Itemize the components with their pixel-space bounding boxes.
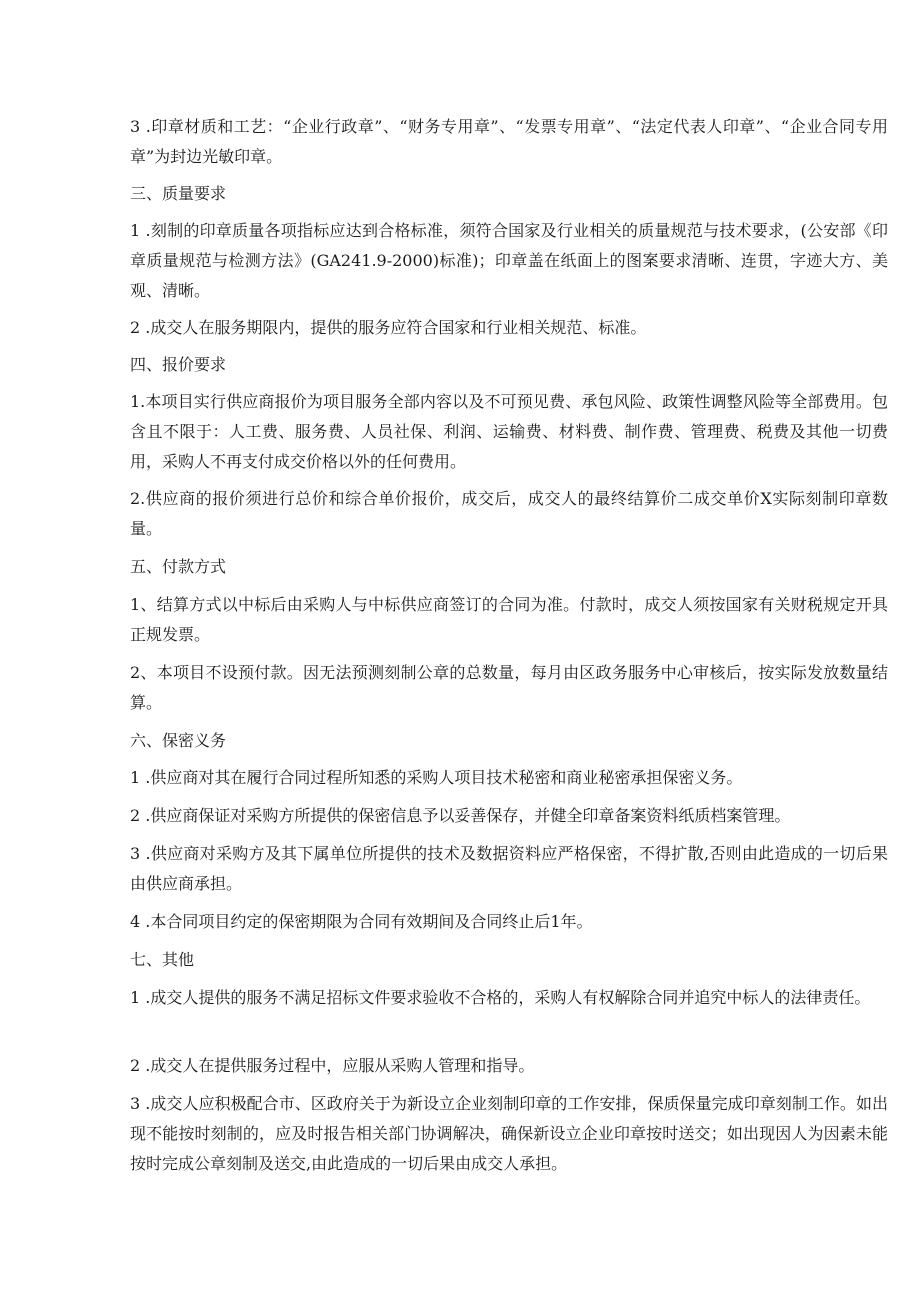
paragraph-other-1: 1 .成交人提供的服务不满足招标文件要求验收不合格的，采购人有权解除合同并追究中标人的法律责任。 (130, 988, 871, 1007)
heading-other: 七、其他 (130, 950, 195, 969)
paragraph-quotation-method: 2.供应商的报价须进行总价和综合单价报价，成交后，成交人的最终结算价二成交单价X实际刻制印章数量。 (130, 489, 888, 538)
paragraph-quotation-scope: 1.本项目实行供应商报价为项目服务全部内容以及不可预见费、承包风险、政策性调整风险等全部费用。包含且不限于：人工费、服务费、人员社保、利润、运输费、材料费、制作费、管理费、税费及其他一切费用，采购人不再支付成交价格以外的任何费用。 (130, 392, 888, 471)
paragraph-no-prepayment: 2、本项目不设预付款。因无法预测刻制公章的总数量，每月由区政务服务中心审核后，按实际发放数量结算。 (130, 663, 888, 712)
heading-quality-requirements: 三、质量要求 (130, 184, 227, 203)
paragraph-quality-standard: 1 .刻制的印章质量各项指标应达到合格标准，须符合国家及行业相关的质量规范与技术要求，(公安部《印章质量规范与检测方法》(GA241.9-2000)标准)；印章盖在纸面上的图案要求清晰、连贯，字迹大方、美观、清晰。 (130, 221, 888, 300)
heading-confidentiality: 六、保密义务 (130, 731, 227, 750)
paragraph-seal-material: 3 .印章材质和工艺：“企业行政章”、“财务专用章”、“发票专用章”、“法定代表人印章”、“企业合同专用章”为封边光敏印章。 (130, 117, 888, 166)
paragraph-confidentiality-1: 1 .供应商对其在履行合同过程所知悉的采购人项目技术秘密和商业秘密承担保密义务。 (130, 768, 743, 787)
paragraph-confidentiality-2: 2 .供应商保证对采购方所提供的保密信息予以妥善保存，并健全印章备案资料纸质档案管理。 (130, 806, 791, 825)
paragraph-other-3: 3 .成交人应积极配合市、区政府关于为新设立企业刻制印章的工作安排，保质保量完成印章刻制工作。如出现不能按时刻制的，应及时报告相关部门协调解决，确保新设立企业印章按时送交；如出现因人为因素未能按时完成公章刻制及送交,由此造成的一切后果由成交人承担。 (130, 1094, 888, 1173)
heading-quotation-requirements: 四、报价要求 (130, 355, 227, 374)
paragraph-other-2: 2 .成交人在提供服务过程中，应服从采购人管理和指导。 (130, 1056, 535, 1075)
heading-payment-method: 五、付款方式 (130, 557, 227, 576)
paragraph-settlement: 1、结算方式以中标后由采购人与中标供应商签订的合同为准。付款时，成交人须按国家有关财税规定开具正规发票。 (130, 595, 888, 644)
paragraph-confidentiality-3: 3 .供应商对采购方及其下属单位所提供的技术及数据资料应严格保密，不得扩散,否则由此造成的一切后果由供应商承担。 (130, 844, 888, 893)
paragraph-confidentiality-4: 4 .本合同项目约定的保密期限为合同有效期间及合同终止后1年。 (130, 912, 593, 931)
paragraph-service-period: 2 .成交人在服务期限内，提供的服务应符合国家和行业相关规范、标准。 (130, 318, 647, 337)
